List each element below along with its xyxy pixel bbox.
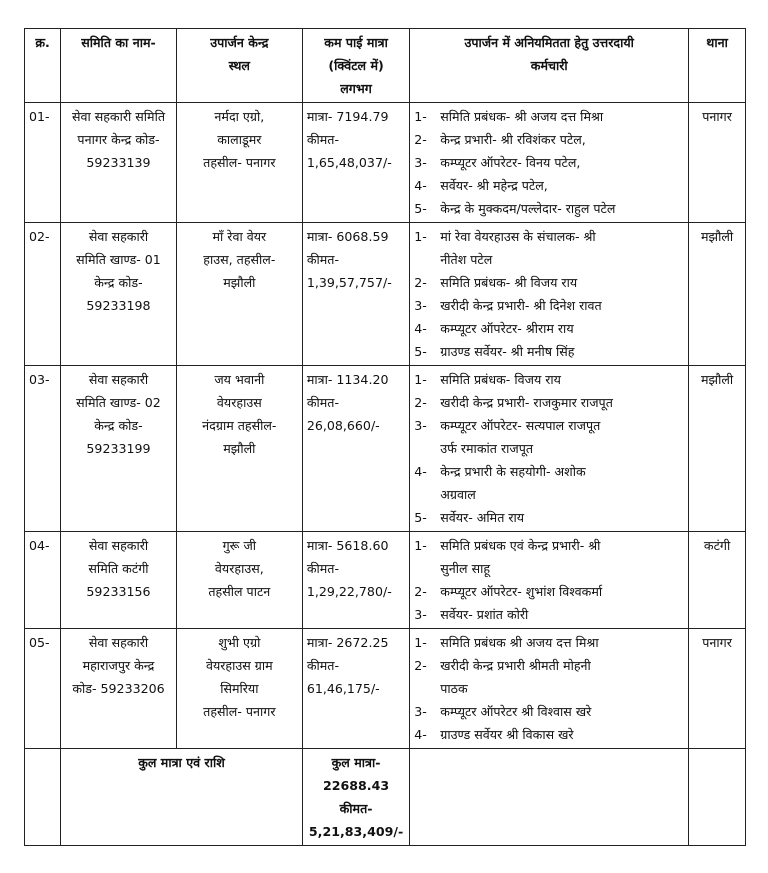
header-matra: [302, 29, 409, 103]
karmchari-item: [414, 317, 684, 340]
karmchari-text-line: पाठक: [440, 681, 468, 696]
samiti-name-line: महाराजपुर केन्द्र: [82, 658, 155, 673]
karmchari-number: 3-: [414, 155, 427, 170]
header-matra-line: लगभग: [340, 81, 372, 96]
samiti-name-line: समिति खाण्ड- 02: [76, 395, 161, 410]
kendra-sthal-line: वेयरहाउस,: [214, 561, 264, 576]
thana: पनागर: [689, 103, 746, 223]
total-matra-line: कुल मात्रा-: [331, 755, 381, 770]
karmchari-number: 3-: [414, 418, 427, 433]
serial-number: 02-: [25, 223, 61, 366]
kendra-sthal-line: सिमरिया: [220, 681, 259, 696]
karmchari-list-cell: [410, 366, 689, 532]
samiti-name-line: सेवा सहकारी: [88, 538, 149, 553]
karmchari-list-cell: [410, 629, 689, 749]
matra-keemat: [302, 103, 409, 223]
table-row: [25, 366, 746, 532]
karmchari-item: [414, 534, 684, 580]
total-matra-line: 22688.43: [322, 778, 390, 793]
karmchari-item: [414, 128, 684, 151]
karmchari-list: [414, 534, 684, 626]
thana: मझौली: [689, 223, 746, 366]
header-kendra-line: स्थल: [228, 58, 250, 73]
total-empty-cell: [25, 749, 61, 846]
karmchari-item: [414, 603, 684, 626]
kendra-sthal-line: हाउस, तहसील-: [203, 252, 276, 267]
serial-number: 01-: [25, 103, 61, 223]
karmchari-text: [440, 391, 684, 414]
samiti-name: [61, 366, 177, 532]
karmchari-list: [414, 368, 684, 529]
matra-keemat-line: 1,65,48,037/-: [306, 155, 392, 170]
samiti-name-line: 59233156: [86, 584, 151, 599]
karmchari-number: 2-: [414, 275, 427, 290]
kendra-sthal-line: तहसील- पनागर: [203, 704, 276, 719]
samiti-name: [61, 103, 177, 223]
matra-keemat-line: 1,29,22,780/-: [306, 584, 392, 599]
karmchari-text: [440, 534, 684, 580]
matra-keemat: [302, 366, 409, 532]
karmchari-text-line: केन्द्र प्रभारी के सहयोगी- अशोक: [440, 464, 586, 479]
kendra-sthal-line: शुभी एग्रो: [218, 635, 261, 650]
karmchari-text: [440, 723, 684, 746]
karmchari-text: [440, 151, 684, 174]
karmchari-number: 4-: [414, 727, 427, 742]
matra-keemat-line: मात्रा- 2672.25: [306, 635, 389, 650]
karmchari-text-line: समिति प्रबंधक- विजय राय: [440, 372, 561, 387]
karmchari-text-line: अग्रवाल: [440, 487, 476, 502]
total-matra-line: कीमत-: [339, 801, 373, 816]
karmchari-number: 2-: [414, 658, 427, 673]
kendra-sthal-line: माँ रेवा वेयर: [212, 229, 267, 244]
thana: कटंगी: [689, 532, 746, 629]
karmchari-item: [414, 105, 684, 128]
matra-keemat-line: 61,46,175/-: [306, 681, 380, 696]
kendra-sthal-line: तहसील पाटन: [208, 584, 271, 599]
karmchari-number: 1-: [414, 229, 427, 244]
karmchari-text-line: कम्प्यूटर ऑपरेटर- शुभांश विश्वकर्मा: [440, 584, 603, 599]
karmchari-item: [414, 506, 684, 529]
samiti-name-line: सेवा सहकारी: [88, 372, 149, 387]
total-empty-cell: [410, 749, 689, 846]
matra-keemat: [302, 223, 409, 366]
karmchari-item: [414, 414, 684, 460]
samiti-name-line: 59233139: [86, 155, 151, 170]
samiti-name-line: 59233198: [86, 298, 151, 313]
samiti-name-line: समिति खाण्ड- 01: [76, 252, 161, 267]
karmchari-text: [440, 414, 684, 460]
karmchari-number: 2-: [414, 395, 427, 410]
matra-keemat-line: कीमत-: [306, 658, 340, 673]
samiti-name-line: समिति कटंगी: [88, 561, 149, 576]
kendra-sthal: [176, 532, 302, 629]
kendra-sthal-line: वेयरहाउस ग्राम: [205, 658, 273, 673]
karmchari-text: [440, 225, 684, 271]
karmchari-text: [440, 197, 684, 220]
karmchari-item: [414, 580, 684, 603]
samiti-name: [61, 532, 177, 629]
serial-number: 04-: [25, 532, 61, 629]
karmchari-text: [440, 105, 684, 128]
karmchari-item: [414, 391, 684, 414]
karmchari-item: [414, 271, 684, 294]
matra-keemat-line: 26,08,660/-: [306, 418, 380, 433]
karmchari-item: [414, 460, 684, 506]
karmchari-text: [440, 174, 684, 197]
matra-keemat-line: 1,39,57,757/-: [306, 275, 392, 290]
total-label: कुल मात्रा एवं राशि: [61, 749, 303, 846]
total-row: [25, 749, 746, 846]
karmchari-number: 2-: [414, 132, 427, 147]
kendra-sthal-line: नंदग्राम तहसील-: [202, 418, 277, 433]
header-matra-line: (क्विंटल में): [328, 58, 384, 73]
karmchari-list: [414, 105, 684, 220]
karmchari-text-line: समिति प्रबंधक एवं केन्द्र प्रभारी- श्री: [440, 538, 601, 553]
karmchari-number: 1-: [414, 372, 427, 387]
header-matra-line: कम पाई मात्रा: [324, 35, 388, 50]
karmchari-text-line: सुनील साहू: [440, 561, 491, 576]
karmchari-text: [440, 631, 684, 654]
karmchari-text-line: समिति प्रबंधक- श्री अजय दत्त मिश्रा: [440, 109, 604, 124]
karmchari-text-line: कम्प्यूटर ऑपरेटर श्री विश्वास खरे: [440, 704, 592, 719]
karmchari-text-line: खरीदी केन्द्र प्रभारी- राजकुमार राजपूत: [440, 395, 613, 410]
karmchari-text-line: सर्वेयर- अमित राय: [440, 510, 525, 525]
karmchari-number: 3-: [414, 704, 427, 719]
karmchari-text-line: नीतेश पटेल: [440, 252, 493, 267]
kendra-sthal-line: वेयरहाउस: [216, 395, 262, 410]
kendra-sthal: [176, 103, 302, 223]
thana: पनागर: [689, 629, 746, 749]
thana: मझौली: [689, 366, 746, 532]
table-row: [25, 532, 746, 629]
karmchari-text: [440, 654, 684, 700]
samiti-name-line: कोड- 59233206: [72, 681, 165, 696]
karmchari-text: [440, 294, 684, 317]
karmchari-item: [414, 700, 684, 723]
karmchari-number: 1-: [414, 109, 427, 124]
matra-keemat-line: मात्रा- 6068.59: [306, 229, 389, 244]
matra-keemat-line: मात्रा- 7194.79: [306, 109, 389, 124]
karmchari-item: [414, 174, 684, 197]
karmchari-item: [414, 654, 684, 700]
karmchari-list-cell: [410, 223, 689, 366]
karmchari-number: 5-: [414, 344, 427, 359]
kendra-sthal-line: जय भवानी: [214, 372, 265, 387]
karmchari-text-line: कम्प्यूटर ऑपरेटर- विनय पटेल,: [440, 155, 581, 170]
kendra-sthal-line: कालाडूमर: [217, 132, 262, 147]
matra-keemat-line: मात्रा- 1134.20: [306, 372, 389, 387]
karmchari-list: [414, 631, 684, 746]
kendra-sthal-line: मझौली: [223, 441, 256, 456]
header-karmchari-line: कर्मचारी: [530, 58, 568, 73]
serial-number: 03-: [25, 366, 61, 532]
karmchari-list-cell: [410, 532, 689, 629]
karmchari-item: [414, 197, 684, 220]
karmchari-text-line: मां रेवा वेयरहाउस के संचालक- श्री: [440, 229, 596, 244]
karmchari-number: 3-: [414, 298, 427, 313]
karmchari-item: [414, 225, 684, 271]
kendra-sthal-line: नर्मदा एग्रो,: [214, 109, 265, 124]
karmchari-text-line: खरीदी केन्द्र प्रभारी श्रीमती मोहनी: [440, 658, 591, 673]
matra-keemat-line: कीमत-: [306, 132, 340, 147]
karmchari-text-line: सर्वेयर- प्रशांत कोरी: [440, 607, 529, 622]
header-karmchari-line: उपार्जन में अनियमितता हेतु उत्तरदायी: [464, 35, 634, 50]
karmchari-number: 4-: [414, 464, 427, 479]
header-row: [25, 29, 746, 103]
matra-keemat-line: कीमत-: [306, 561, 340, 576]
matra-keemat-line: कीमत-: [306, 395, 340, 410]
karmchari-text-line: उर्फ रमाकांत राजपूत: [440, 441, 534, 456]
kendra-sthal: [176, 366, 302, 532]
karmchari-number: 5-: [414, 510, 427, 525]
header-thana: थाना: [689, 29, 746, 103]
karmchari-text: [440, 506, 684, 529]
samiti-name-line: सेवा सहकारी समिति: [71, 109, 166, 124]
table-body: [25, 103, 746, 749]
table-row: [25, 629, 746, 749]
table-row: [25, 103, 746, 223]
karmchari-number: 4-: [414, 321, 427, 336]
total-empty-cell: [689, 749, 746, 846]
header-karmchari: [410, 29, 689, 103]
procurement-irregularity-table: [24, 28, 746, 846]
samiti-name-line: सेवा सहकारी: [88, 635, 149, 650]
karmchari-number: 4-: [414, 178, 427, 193]
karmchari-text-line: सर्वेयर- श्री महेन्द्र पटेल,: [440, 178, 548, 193]
karmchari-number: 1-: [414, 538, 427, 553]
karmchari-text: [440, 271, 684, 294]
karmchari-text-line: केन्द्र प्रभारी- श्री रविशंकर पटेल,: [440, 132, 586, 147]
karmchari-text-line: समिति प्रबंधक श्री अजय दत्त मिश्रा: [440, 635, 599, 650]
samiti-name: [61, 629, 177, 749]
total-matra: [302, 749, 409, 846]
kendra-sthal-line: मझौली: [223, 275, 256, 290]
kendra-sthal: [176, 629, 302, 749]
karmchari-text: [440, 580, 684, 603]
karmchari-list-cell: [410, 103, 689, 223]
karmchari-text-line: कम्प्यूटर ऑपरेटर- सत्यपाल राजपूत: [440, 418, 601, 433]
karmchari-item: [414, 151, 684, 174]
karmchari-text: [440, 700, 684, 723]
header-kendra: [176, 29, 302, 103]
karmchari-text-line: समिति प्रबंधक- श्री विजय राय: [440, 275, 578, 290]
matra-keemat-line: कीमत-: [306, 252, 340, 267]
header-kendra-line: उपार्जन केन्द्र: [210, 35, 269, 50]
table-row: [25, 223, 746, 366]
karmchari-number: 3-: [414, 607, 427, 622]
samiti-name-line: केन्द्र कोड-: [94, 275, 143, 290]
karmchari-text: [440, 603, 684, 626]
samiti-name-line: केन्द्र कोड-: [94, 418, 143, 433]
karmchari-number: 2-: [414, 584, 427, 599]
matra-keemat: [302, 532, 409, 629]
karmchari-text: [440, 340, 684, 363]
karmchari-number: 5-: [414, 201, 427, 216]
karmchari-text: [440, 460, 684, 506]
header-serial: क्र.: [25, 29, 61, 103]
total-matra-line: 5,21,83,409/-: [308, 824, 404, 839]
karmchari-text-line: केन्द्र के मुक्कदम/पल्लेदार- राहुल पटेल: [440, 201, 616, 216]
serial-number: 05-: [25, 629, 61, 749]
samiti-name: [61, 223, 177, 366]
header-samiti: समिति का नाम-: [61, 29, 177, 103]
karmchari-text: [440, 368, 684, 391]
karmchari-item: [414, 631, 684, 654]
karmchari-text-line: कम्प्यूटर ऑपरेटर- श्रीराम राय: [440, 321, 574, 336]
samiti-name-line: 59233199: [86, 441, 151, 456]
karmchari-item: [414, 340, 684, 363]
karmchari-text: [440, 317, 684, 340]
karmchari-text-line: ग्राउण्ड सर्वेयर श्री विकास खरे: [440, 727, 574, 742]
samiti-name-line: पनागर केन्द्र कोड-: [77, 132, 160, 147]
karmchari-list: [414, 225, 684, 363]
matra-keemat-line: मात्रा- 5618.60: [306, 538, 389, 553]
matra-keemat: [302, 629, 409, 749]
kendra-sthal-line: तहसील- पनागर: [203, 155, 276, 170]
kendra-sthal-line: गुरू जी: [222, 538, 257, 553]
karmchari-item: [414, 294, 684, 317]
karmchari-item: [414, 368, 684, 391]
karmchari-number: 1-: [414, 635, 427, 650]
kendra-sthal: [176, 223, 302, 366]
karmchari-text: [440, 128, 684, 151]
karmchari-text-line: खरीदी केन्द्र प्रभारी- श्री दिनेश रावत: [440, 298, 602, 313]
karmchari-text-line: ग्राउण्ड सर्वेयर- श्री मनीष सिंह: [440, 344, 575, 359]
samiti-name-line: सेवा सहकारी: [88, 229, 149, 244]
karmchari-item: [414, 723, 684, 746]
